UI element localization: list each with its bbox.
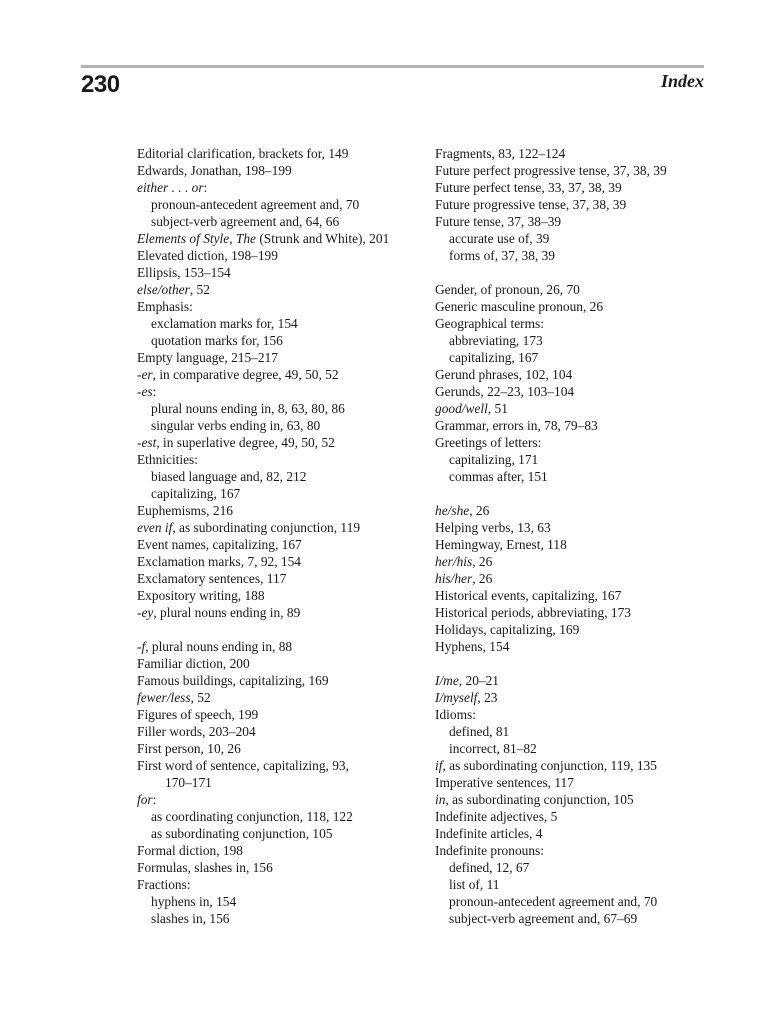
index-text: , as subordinating conjunction, 105 [445,792,634,807]
index-text: First word of sentence, capitalizing, 93, [137,758,349,773]
index-text: Gerunds, 22–23, 103–104 [435,384,575,399]
index-subentry [137,315,423,332]
index-text: Future perfect tense, 33, 37, 38, 39 [435,180,622,195]
index-text: as coordinating conjunction, 118, 122 [151,809,353,824]
index-subentry [435,723,721,740]
index-entry [137,145,423,162]
index-text: Indefinite articles, 4 [435,826,543,841]
index-term-italic: for [137,792,153,807]
index-text: , 51 [487,401,508,416]
index-text: Event names, capitalizing, 167 [137,537,302,552]
index-entry [435,417,721,434]
index-term-italic: he/she [435,503,470,518]
index-entry [137,757,423,774]
index-text: commas after, 151 [449,469,548,484]
index-entry [137,723,423,740]
index-subentry [435,468,721,485]
index-text: forms of, 37, 38, 39 [449,248,556,263]
index-text: incorrect, 81–82 [449,741,537,756]
index-text: Ethnicities: [137,452,198,467]
index-subentry [435,230,721,247]
index-text: , 26 [472,554,493,569]
index-text: hyphens in, 154 [151,894,237,909]
index-text: Filler words, 203–204 [137,724,256,739]
index-text: Ellipsis, 153–154 [137,265,231,280]
index-text: exclamation marks for, 154 [151,316,298,331]
index-text: Future progressive tense, 37, 38, 39 [435,197,627,212]
index-subentry [435,893,721,910]
index-text: , 26 [472,571,493,586]
index-entry [137,281,423,298]
index-text: , as subordinating conjunction, 119, 135 [442,758,657,773]
index-subentry [137,893,423,910]
index-entry [137,366,423,383]
index-text: accurate use of, 39 [449,231,550,246]
index-entry [137,604,423,621]
index-term-italic: fewer/less [137,690,191,705]
index-entry [137,553,423,570]
index-text: First person, 10, 26 [137,741,241,756]
index-text: Emphasis: [137,299,193,314]
index-text: , 52 [189,282,210,297]
index-text: Historical events, capitalizing, 167 [435,588,622,603]
index-term-italic: in [435,792,446,807]
index-entry [435,604,721,621]
index-subentry [137,417,423,434]
index-term-italic: -er [137,367,153,382]
index-text: Familiar diction, 200 [137,656,250,671]
index-text: , as subordinating conjunction, 119 [172,520,361,535]
index-term-italic: good/well [435,401,488,416]
index-entry [137,349,423,366]
index-subentry [435,859,721,876]
index-entry [435,298,721,315]
index-text: Holidays, capitalizing, 169 [435,622,580,637]
index-text: Greetings of letters: [435,435,542,450]
index-text: Geographical terms: [435,316,544,331]
index-text: quotation marks for, 156 [151,333,283,348]
index-subentry [435,349,721,366]
index-text: subject-verb agreement and, 64, 66 [151,214,340,229]
index-entry [435,842,721,859]
index-entry [435,434,721,451]
index-term-italic: -f [137,639,146,654]
index-text: Gerund phrases, 102, 104 [435,367,573,382]
index-entry [435,502,721,519]
index-entry-continuation [137,774,423,791]
entry-gap [435,485,721,502]
index-entry [435,791,721,808]
index-subentry [137,332,423,349]
running-head: Index [660,71,704,91]
index-entry [137,179,423,196]
index-entry [137,502,423,519]
index-text: biased language and, 82, 212 [151,469,307,484]
index-entry [137,264,423,281]
index-term-italic: his/her [435,571,473,586]
index-entry [137,876,423,893]
index-text: Expository writing, 188 [137,588,265,603]
index-text: 170–171 [165,775,212,790]
index-entry [137,655,423,672]
index-entry [435,706,721,723]
index-text: Imperative sentences, 117 [435,775,574,790]
index-term-italic: -es [137,384,153,399]
index-entry [435,672,721,689]
index-entry [435,281,721,298]
index-entry [435,570,721,587]
index-text: singular verbs ending in, 63, 80 [151,418,321,433]
index-text: Famous buildings, capitalizing, 169 [137,673,329,688]
index-subentry [435,910,721,927]
index-text: Formal diction, 198 [137,843,244,858]
index-entry [435,383,721,400]
index-text: Editorial clarification, brackets for, 149 [137,146,349,161]
index-text: Formulas, slashes in, 156 [137,860,273,875]
index-column-right [435,145,721,927]
index-text: Empty language, 215–217 [137,350,278,365]
index-text: , 23 [477,690,498,705]
index-entry [435,638,721,655]
index-text: Future perfect progressive tense, 37, 38, 39 [435,163,667,178]
index-term-italic: even if [137,520,173,535]
index-text: slashes in, 156 [151,911,230,926]
index-term-italic: I/myself [435,690,478,705]
index-text: capitalizing, 171 [449,452,539,467]
index-subentry [435,451,721,468]
index-text: : [152,384,157,399]
index-entry [435,757,721,774]
index-subentry [435,332,721,349]
index-text: Hyphens, 154 [435,639,510,654]
entry-gap [435,655,721,672]
index-text: , 26 [469,503,490,518]
index-text: , in comparative degree, 49, 50, 52 [152,367,339,382]
index-term-italic: I/me [435,673,459,688]
index-subentry [435,247,721,264]
index-term-italic: if [435,758,443,773]
index-subentry [137,468,423,485]
index-column-left [137,145,423,927]
index-subentry [137,196,423,213]
index-term-italic: -ey [137,605,154,620]
index-text: capitalizing, 167 [151,486,241,501]
index-text: Grammar, errors in, 78, 79–83 [435,418,598,433]
index-text: , plural nouns ending in, 88 [145,639,293,654]
index-entry [137,230,423,247]
index-text: Figures of speech, 199 [137,707,259,722]
index-entry [435,179,721,196]
index-text: capitalizing, 167 [449,350,539,365]
index-entry [137,162,423,179]
index-entry [137,298,423,315]
index-text: , in superlative degree, 49, 50, 52 [156,435,335,450]
index-text: pronoun-antecedent agreement and, 70 [151,197,360,212]
index-entry [435,162,721,179]
index-text: defined, 81 [449,724,510,739]
index-subentry [137,485,423,502]
index-entry [435,825,721,842]
index-entry [435,400,721,417]
index-entry [137,536,423,553]
index-text: (Strunk and White), 201 [256,231,390,246]
entry-gap [137,621,423,638]
index-entry [435,145,721,162]
index-entry [137,570,423,587]
index-text: Hemingway, Ernest, 118 [435,537,567,552]
index-subentry [137,808,423,825]
page-number: 230 [81,71,120,98]
index-entry [137,842,423,859]
index-subentry [435,876,721,893]
header-rule [81,65,704,68]
index-text: Gender, of pronoun, 26, 70 [435,282,580,297]
index-subentry [137,213,423,230]
index-text: : [203,180,208,195]
index-term-italic: else/other [137,282,190,297]
index-subentry [137,825,423,842]
index-text: Elevated diction, 198–199 [137,248,278,263]
index-text: Fractions: [137,877,191,892]
index-entry [137,247,423,264]
index-entry [435,587,721,604]
index-text: Exclamatory sentences, 117 [137,571,287,586]
index-entry [435,621,721,638]
index-subentry [137,910,423,927]
index-entry [137,638,423,655]
index-text: Helping verbs, 13, 63 [435,520,551,535]
index-text: , 20–21 [458,673,499,688]
index-subentry [137,400,423,417]
index-text: Euphemisms, 216 [137,503,233,518]
index-entry [435,553,721,570]
index-entry [435,808,721,825]
index-text: as subordinating conjunction, 105 [151,826,333,841]
index-subentry [435,740,721,757]
index-text: Indefinite pronouns: [435,843,544,858]
index-entry [435,774,721,791]
index-text: Indefinite adjectives, 5 [435,809,558,824]
index-entry [137,451,423,468]
index-text: Fragments, 83, 122–124 [435,146,566,161]
index-entry [137,383,423,400]
index-text: abbreviating, 173 [449,333,543,348]
index-text: pronoun-antecedent agreement and, 70 [449,894,658,909]
index-text: Exclamation marks, 7, 92, 154 [137,554,302,569]
index-term-italic: either . . . or [137,180,204,195]
index-entry [137,740,423,757]
index-term-italic: her/his [435,554,473,569]
index-text: Idioms: [435,707,476,722]
index-text: subject-verb agreement and, 67–69 [449,911,638,926]
index-text: plural nouns ending in, 8, 63, 80, 86 [151,401,345,416]
index-term-italic: Elements of Style, The [137,231,256,246]
index-text: defined, 12, 67 [449,860,530,875]
index-text: : [152,792,157,807]
index-entry [435,689,721,706]
index-entry [435,366,721,383]
index-entry [137,689,423,706]
index-entry [435,196,721,213]
index-entry [435,536,721,553]
index-text: Future tense, 37, 38–39 [435,214,562,229]
index-entry [435,519,721,536]
index-entry [137,706,423,723]
index-text: , plural nouns ending in, 89 [153,605,301,620]
index-text: Generic masculine pronoun, 26 [435,299,604,314]
index-text: list of, 11 [449,877,500,892]
index-entry [137,434,423,451]
index-entry [435,315,721,332]
index-text: Historical periods, abbreviating, 173 [435,605,631,620]
entry-gap [435,264,721,281]
index-entry [137,791,423,808]
index-text: Edwards, Jonathan, 198–199 [137,163,292,178]
index-entry [137,672,423,689]
index-entry [137,587,423,604]
index-entry [137,519,423,536]
index-text: , 52 [190,690,211,705]
index-entry [435,213,721,230]
index-entry [137,859,423,876]
index-term-italic: -est [137,435,157,450]
